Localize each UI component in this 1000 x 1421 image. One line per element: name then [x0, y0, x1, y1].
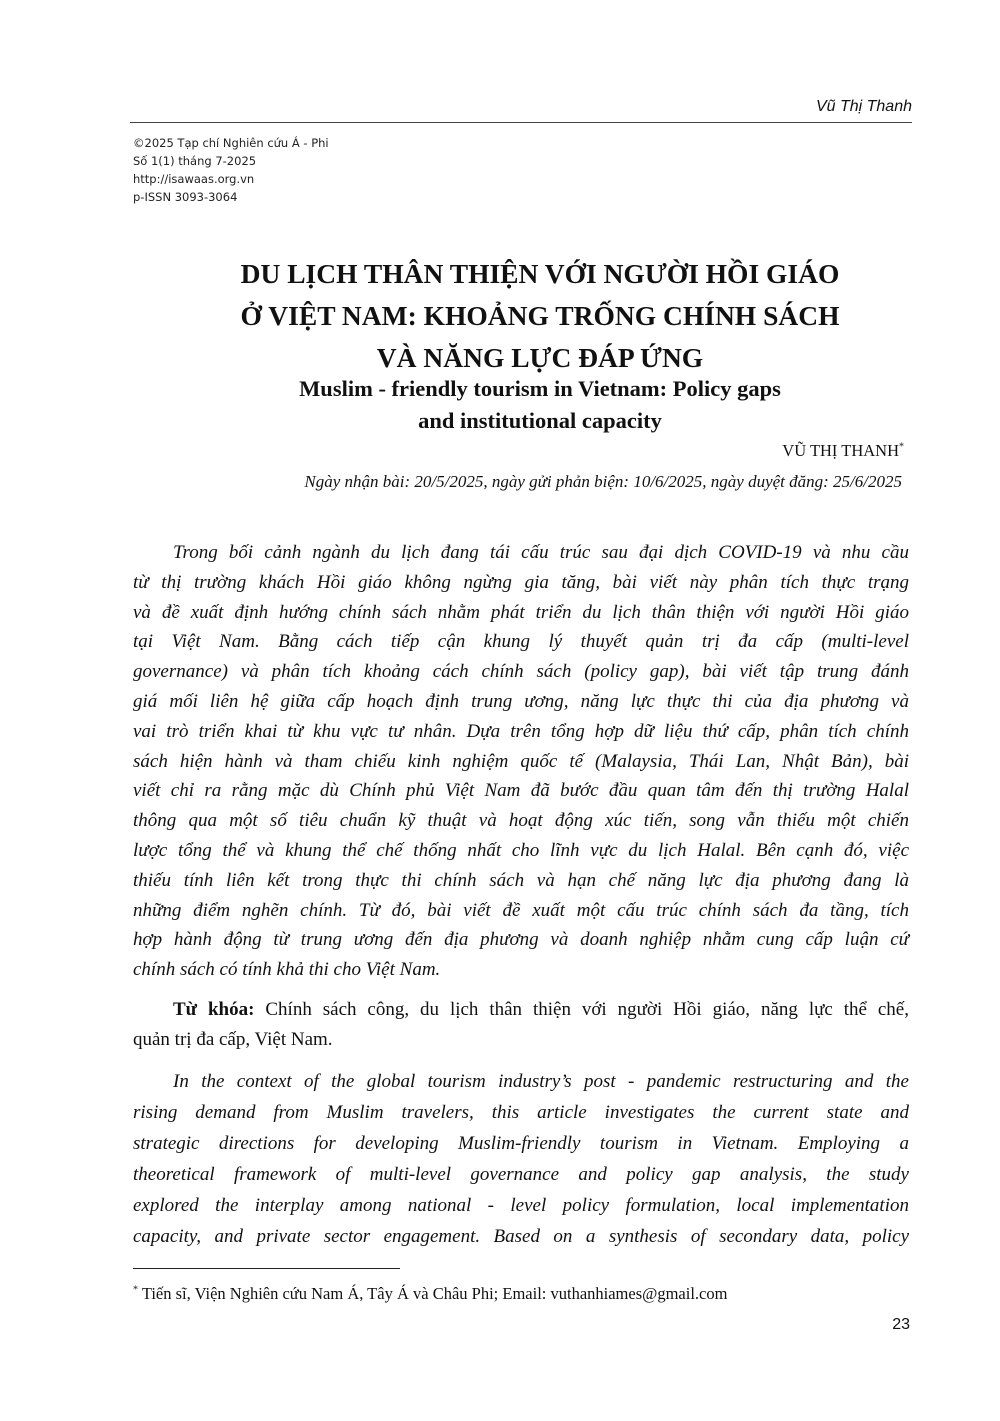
abstract-vi-line: sách hiện hành và tham chiếu kinh nghiệm quốc tế (Malaysia, Thái Lan, Nhật Bản), bài	[133, 750, 909, 772]
submission-dates: Ngày nhận bài: 20/5/2025, ngày gửi phản biện: 10/6/2025, ngày duyệt đăng: 25/6/2025	[304, 472, 902, 491]
abstract-en-line: strategic directions for developing Muslim-friendly tourism in Vietnam. Employing a	[133, 1133, 909, 1154]
abstract-vi-line: chính sách có tính khả thi cho Việt Nam.	[133, 959, 441, 981]
abstract-vi-line: governance) và phân tích khoảng cách chính sách (policy gap), bài viết tập trung đánh	[133, 661, 909, 683]
abstract-vi-line: giá mối liên hệ giữa cấp hoạch định trung ương, năng lực thực thi của địa phương và	[133, 690, 909, 712]
header-rule	[130, 122, 912, 123]
abstract-en-line: rising demand from Muslim travelers, this article investigates the current state and	[133, 1102, 909, 1123]
abstract-vi-line: hợp hành động từ trung ương đến địa phương và doanh nghiệp nhằm cung cấp luận cứ	[133, 929, 909, 951]
title-en-line: and institutional capacity	[418, 408, 662, 433]
journal-url: http://isawaas.org.vn	[133, 172, 255, 186]
abstract-en-line: theoretical framework of multi-level governance and policy gap analysis, the study	[133, 1164, 909, 1185]
abstract-vi-line: lược tổng thể và khung thể chế thống nhất cho lĩnh vực du lịch Halal. Bên cạnh đó, việc	[133, 839, 909, 861]
abstract-vi-line: viết chỉ ra rằng mặc dù Chính phủ Việt Nam đã bước đầu quan tâm đến thị trường Halal	[133, 780, 909, 802]
journal-copyright: ©2025 Tạp chí Nghiên cứu Á - Phi	[133, 136, 329, 150]
journal-info	[133, 134, 433, 206]
title-vi-line: VÀ NĂNG LỰC ĐÁP ỨNG	[376, 342, 704, 373]
abstract-en-line: In the context of the global tourism industry’s post - pandemic restructuring and the	[173, 1071, 909, 1092]
title-en-line: Muslim - friendly tourism in Vietnam: Policy gaps	[299, 376, 781, 401]
abstract-english	[133, 1066, 909, 1252]
author	[604, 441, 904, 461]
keywords-line	[133, 995, 909, 1025]
abstract-en-line: capacity, and private sector engagement. Based on a synthesis of secondary data, policy	[133, 1226, 909, 1247]
keywords-label: Từ khóa:	[173, 999, 255, 1020]
footnote-mark: *	[133, 1284, 138, 1296]
footnote	[133, 1284, 913, 1304]
journal-issue: Số 1(1) tháng 7-2025	[133, 154, 257, 168]
keywords-line: quản trị đa cấp, Việt Nam.	[133, 1029, 333, 1050]
abstract-vietnamese	[133, 538, 909, 985]
abstract-vi-line: thiếu tính liên kết trong thực thi chính sách và hạn chế năng lực địa phương đang là	[133, 869, 909, 891]
page-number: 23	[892, 1316, 910, 1333]
footnote-rule	[133, 1268, 400, 1269]
abstract-vi-line: những điểm nghẽn chính. Từ đó, bài viết đề xuất một cấu trúc chính sách đa tầng, tích	[133, 899, 909, 921]
journal-issn: p-ISSN 3093-3064	[133, 190, 238, 204]
keywords	[133, 995, 909, 1055]
title-english	[130, 373, 950, 437]
abstract-en-line: explored the interplay among national - level policy formulation, local implementation	[133, 1195, 909, 1216]
author-name: VŨ THỊ THANH	[782, 441, 899, 460]
running-head: Vũ Thị Thanh	[815, 98, 912, 115]
footnote-text: Tiến sĩ, Viện Nghiên cứu Nam Á, Tây Á và Châu Phi; Email: vuthanhiames@gmail.com	[141, 1284, 728, 1303]
abstract-vi-line: thông qua một số tiêu chuẩn kỹ thuật và hoạt động xúc tiến, song vẫn thiếu một chiến	[133, 810, 909, 832]
title-vi-line: DU LỊCH THÂN THIỆN VỚI NGƯỜI HỒI GIÁO	[240, 258, 840, 289]
title-vi-line: Ở VIỆT NAM: KHOẢNG TRỐNG CHÍNH SÁCH	[240, 300, 840, 331]
abstract-vi-line: vai trò triển khai từ khu vực tư nhân. Dựa trên tổng hợp dữ liệu thứ cấp, phân tích chính	[133, 720, 909, 742]
keywords-text: Chính sách công, du lịch thân thiện với người Hồi giáo, năng lực thể chế,	[265, 999, 909, 1020]
title-vietnamese	[130, 253, 950, 379]
abstract-vi-line: và đề xuất định hướng chính sách nhằm phát triển du lịch thân thiện với người Hồi giáo	[133, 601, 909, 623]
abstract-vi-line: Trong bối cảnh ngành du lịch đang tái cấu trúc sau đại dịch COVID-19 và nhu cầu	[173, 542, 909, 563]
abstract-vi-line: từ thị trường khách Hồi giáo không ngừng gia tăng, bài viết này phân tích thực trạng	[133, 571, 909, 593]
abstract-vi-line: tại Việt Nam. Bằng cách tiếp cận khung lý thuyết quản trị đa cấp (multi-level	[133, 631, 909, 653]
author-footnote-mark: *	[899, 441, 904, 453]
